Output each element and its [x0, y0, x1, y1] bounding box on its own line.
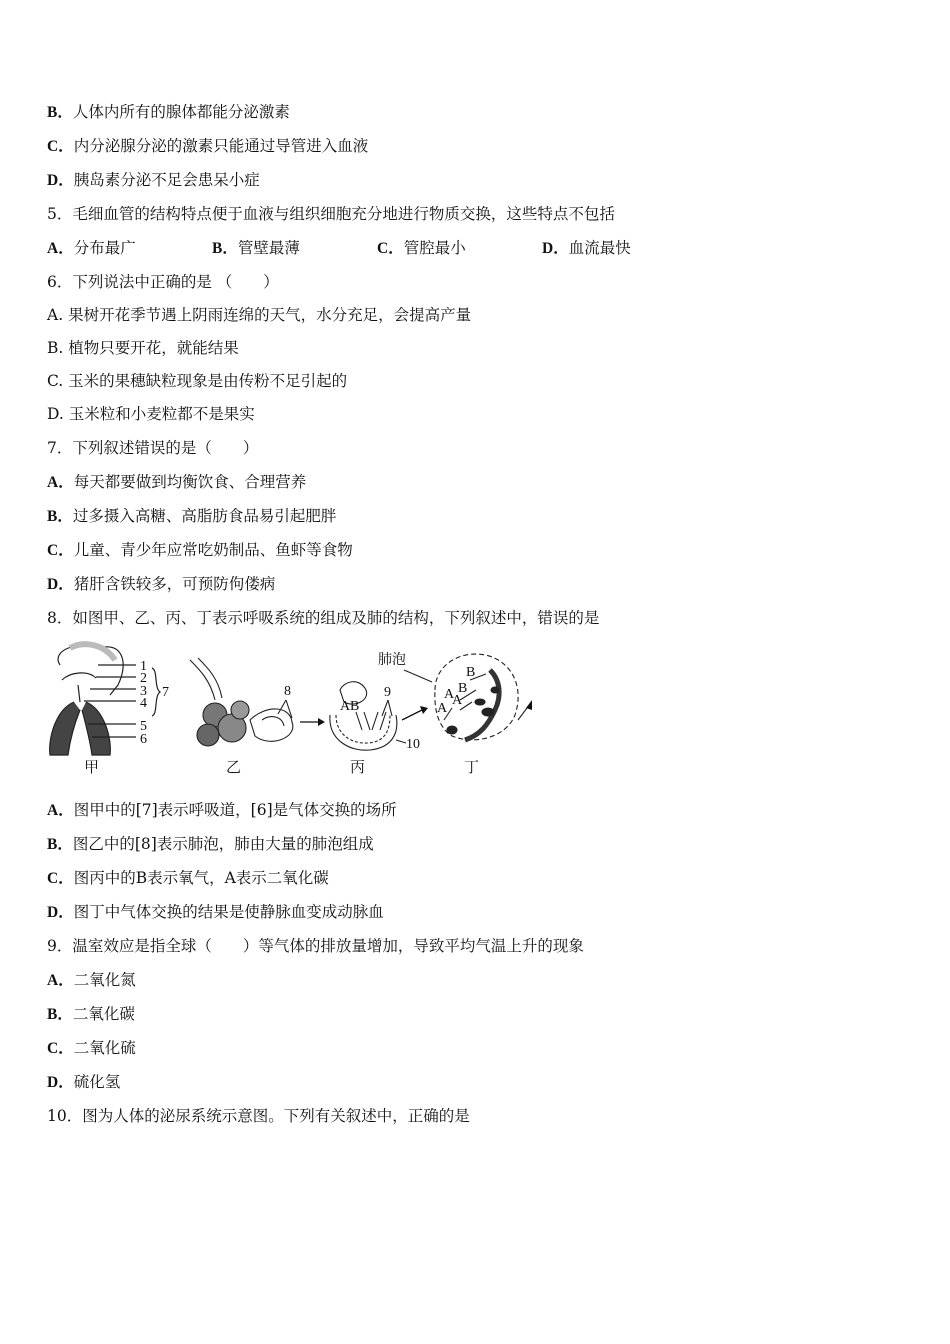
- q8-option-d: D．图丁中气体交换的结果是使静脉血变成动脉血: [47, 903, 384, 921]
- num-1: 1: [140, 659, 147, 674]
- q8-option-b: B．图乙中的[8]表示肺泡，肺由大量的肺泡组成: [47, 835, 374, 853]
- q6-option-a: A. 果树开花季节遇上阴雨连绵的天气，水分充足，会提高产量: [47, 306, 472, 324]
- num-6: 6: [140, 732, 147, 747]
- alveolus-label: 肺泡: [378, 653, 406, 668]
- q8-stem: 8．如图甲、乙、丙、丁表示呼吸系统的组成及肺的结构，下列叙述中，错误的是: [47, 609, 600, 627]
- arrowhead-yi-bing: [318, 718, 325, 726]
- q9-option-c: C．二氧化硫: [47, 1039, 136, 1057]
- ding-letter-b-1: B: [466, 665, 476, 680]
- ding-letter-a-3: A: [444, 687, 455, 702]
- q5-option-a: A．分布最广: [47, 239, 136, 257]
- q10-stem: 10．图为人体的泌尿系统示意图。下列有关叙述中，正确的是: [47, 1107, 470, 1125]
- bing-letter-b: B: [350, 699, 360, 714]
- num-8: 8: [284, 684, 291, 699]
- q9-stem: 9．温室效应是指全球（ ）等气体的排放量增加，导致平均气温上升的现象: [47, 937, 584, 955]
- figure-ding-labels: [378, 651, 475, 716]
- bing-letter-a: A: [340, 699, 351, 714]
- figure-bing: [330, 682, 406, 750]
- q6-option-c: C. 玉米的果穗缺粒现象是由传粉不足引起的: [47, 372, 348, 390]
- q9-option-d: D．硫化氢: [47, 1073, 121, 1091]
- num-3: 3: [140, 684, 147, 699]
- q7-option-c: C．儿童、青少年应常吃奶制品、鱼虾等食物: [47, 541, 353, 559]
- ding-letter-a-1: A: [452, 693, 463, 708]
- caption-bing: 丙: [350, 758, 366, 776]
- q6-stem: 6．下列说法中正确的是 （ ）: [47, 273, 279, 291]
- q6-option-b: B. 植物只要开花，就能结果: [47, 339, 239, 357]
- arrow-bing-ding: [402, 710, 422, 720]
- caption-jia: 甲: [84, 758, 100, 776]
- q7-option-d: D．猪肝含铁较多，可预防佝偻病: [47, 575, 276, 593]
- q5-option-c: C．管腔最小: [377, 239, 466, 257]
- caption-ding: 丁: [464, 758, 480, 776]
- q8-option-c: C．图丙中的B表示氧气，A表示二氧化碳: [47, 869, 329, 887]
- respiratory-system-figure: [40, 640, 540, 780]
- figure-bing-labels: [340, 685, 420, 752]
- q9-option-b: B．二氧化碳: [47, 1005, 135, 1023]
- q7-option-b: B．过多摄入高糖、高脂肪食品易引起肥胖: [47, 507, 337, 525]
- q4-option-d: D．胰岛素分泌不足会患呆小症: [47, 171, 260, 189]
- q7-option-a: A．每天都要做到均衡饮食、合理营养: [47, 473, 307, 491]
- num-4: 4: [140, 696, 147, 711]
- q9-option-a: A．二氧化氮: [47, 971, 136, 989]
- q5-option-d: D．血流最快: [542, 239, 631, 257]
- q4-option-c: C．内分泌腺分泌的激素只能通过导管进入血液: [47, 137, 369, 155]
- num-9: 9: [384, 685, 391, 700]
- ding-letter-b-2: B: [458, 681, 468, 696]
- q4-option-b: B．人体内所有的腺体都能分泌激素: [47, 103, 290, 121]
- q6-option-d: D. 玉米粒和小麦粒都不是果实: [47, 405, 255, 423]
- num-7: 7: [162, 685, 169, 700]
- q5-stem: 5．毛细血管的结构特点便于血液与组织细胞充分地进行物质交换，这些特点不包括: [47, 205, 615, 223]
- num-10: 10: [406, 737, 420, 752]
- q5-option-b: B．管壁最薄: [212, 239, 300, 257]
- num-2: 2: [140, 671, 147, 686]
- ding-letter-a-2: A: [437, 701, 448, 716]
- num-5: 5: [140, 719, 147, 734]
- q7-stem: 7．下列叙述错误的是（ ）: [47, 439, 259, 457]
- caption-yi: 乙: [226, 758, 242, 776]
- q8-option-a: A．图甲中的[7]表示呼吸道，[6]是气体交换的场所: [47, 801, 397, 819]
- figure-yi: [190, 658, 293, 746]
